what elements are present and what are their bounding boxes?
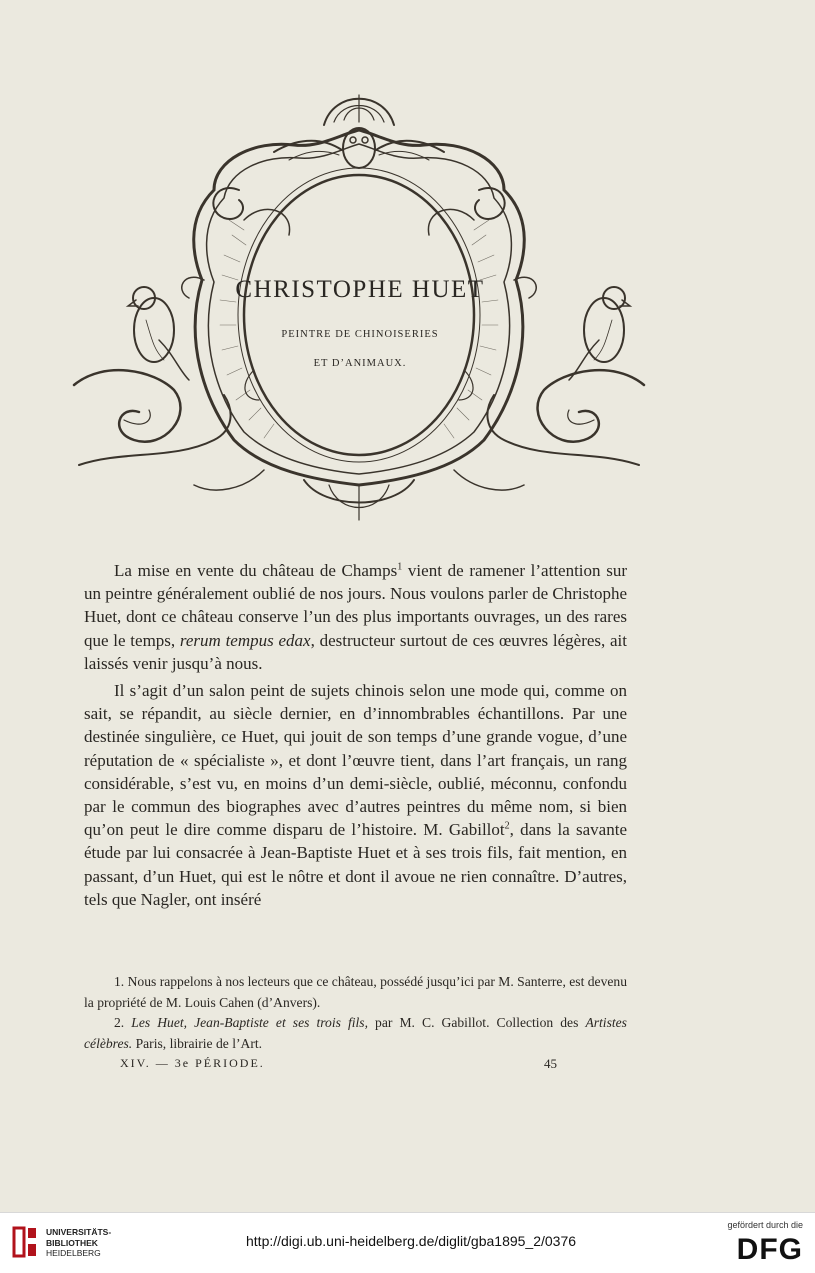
- footnote-ref-1: 1: [397, 561, 403, 573]
- library-name-line2: BIBLIOTHEK: [46, 1237, 98, 1248]
- paragraph-1-text-c: , destructeur surtout de ces œuvres légères, ait laissés venir jusqu’à nous.: [84, 630, 627, 673]
- footnote-ref-2: 2: [504, 820, 510, 832]
- paragraph-2: [84, 679, 627, 911]
- latin-quote: rerum tempus edax: [179, 630, 311, 650]
- permalink-url[interactable]: http://digi.ub.uni-heidelberg.de/diglit/gba1895_2/0376: [246, 1233, 577, 1249]
- university-library-logo-icon[interactable]: [10, 1222, 40, 1262]
- library-name-line1: UNIVERSITÄTS-: [46, 1227, 112, 1237]
- page-number: 45: [544, 1056, 557, 1071]
- footnote-2: [84, 1013, 627, 1054]
- article-subtitle-line2: ET D’ANIMAUX.: [313, 358, 407, 369]
- footnote-2-publisher: Paris, librairie de l’Art.: [132, 1035, 263, 1051]
- paragraph-2-text-a: Il s’agit d’un salon peint de sujets chinois selon une mode qui, comme on sait, se répandit, au siècle dernier, en d’innombrables échantillons. Par une destinée singulière, ce Huet, qui jouit de son temps d’une grande vogue, d’une réputation de « spécialiste », et dont l’œuvre tient, dans l’art français, un rang considérable, s’est vu, en moins d’un demi-siècle, oublié, méconnu, confondu par le commun des biographes avec d’autres peintres du même nom, si bien qu’on peut le dire comme disparu de l’histoire. M. Gabillot: [84, 681, 627, 840]
- footnote-2-text: par M. C. Gabillot. Collection des: [367, 1015, 586, 1030]
- dfg-logo[interactable]: DFG: [736, 1233, 803, 1266]
- volume-period: XIV. — 3e PÉRIODE.: [120, 1056, 265, 1070]
- paragraph-1: [84, 559, 627, 675]
- university-library-name[interactable]: [46, 1227, 111, 1259]
- footnote-1: 1. Nous rappelons à nos lecteurs que ce château, possédé jusqu’ici par M. Santerre, est devenu la propriété de M. Louis Cahen (d’Anvers).: [84, 974, 627, 1010]
- footnote-2-book-title: Les Huet, Jean-Baptiste et ses trois fils,: [131, 1015, 368, 1030]
- paragraph-1-text-a: La mise en vente du château de Champs: [114, 561, 398, 580]
- article-title: CHRISTOPHE HUET: [235, 276, 485, 303]
- footnotes: [84, 972, 627, 1054]
- footnote-2-collection: Artistes célèbres.: [84, 1015, 627, 1051]
- article-subtitle-line1: PEINTRE DE CHINOISERIES: [281, 329, 439, 340]
- library-name-line3: HEIDELBERG: [46, 1248, 101, 1258]
- paragraph-1-text-b: vient de ramener l’attention sur un peintre généralement oublié de nos jours. Nous voulons parler de Christophe Huet, dont ce château conserve l’un des plus importants ouvrages, un des rares que le temps,: [84, 561, 627, 650]
- funder-label: gefördert durch die: [727, 1220, 803, 1230]
- article-body: [84, 559, 627, 911]
- footnote-2-number: 2.: [114, 1015, 132, 1030]
- paragraph-2-text-b: , dans la savante étude par lui consacrée à Jean-Baptiste Huet et à ses trois fils, fait mention, en passant, d’un Huet, qui est le nôtre et dont il avoue ne rien connaître. D’autres, tels que Nagler, ont inséré: [84, 820, 627, 909]
